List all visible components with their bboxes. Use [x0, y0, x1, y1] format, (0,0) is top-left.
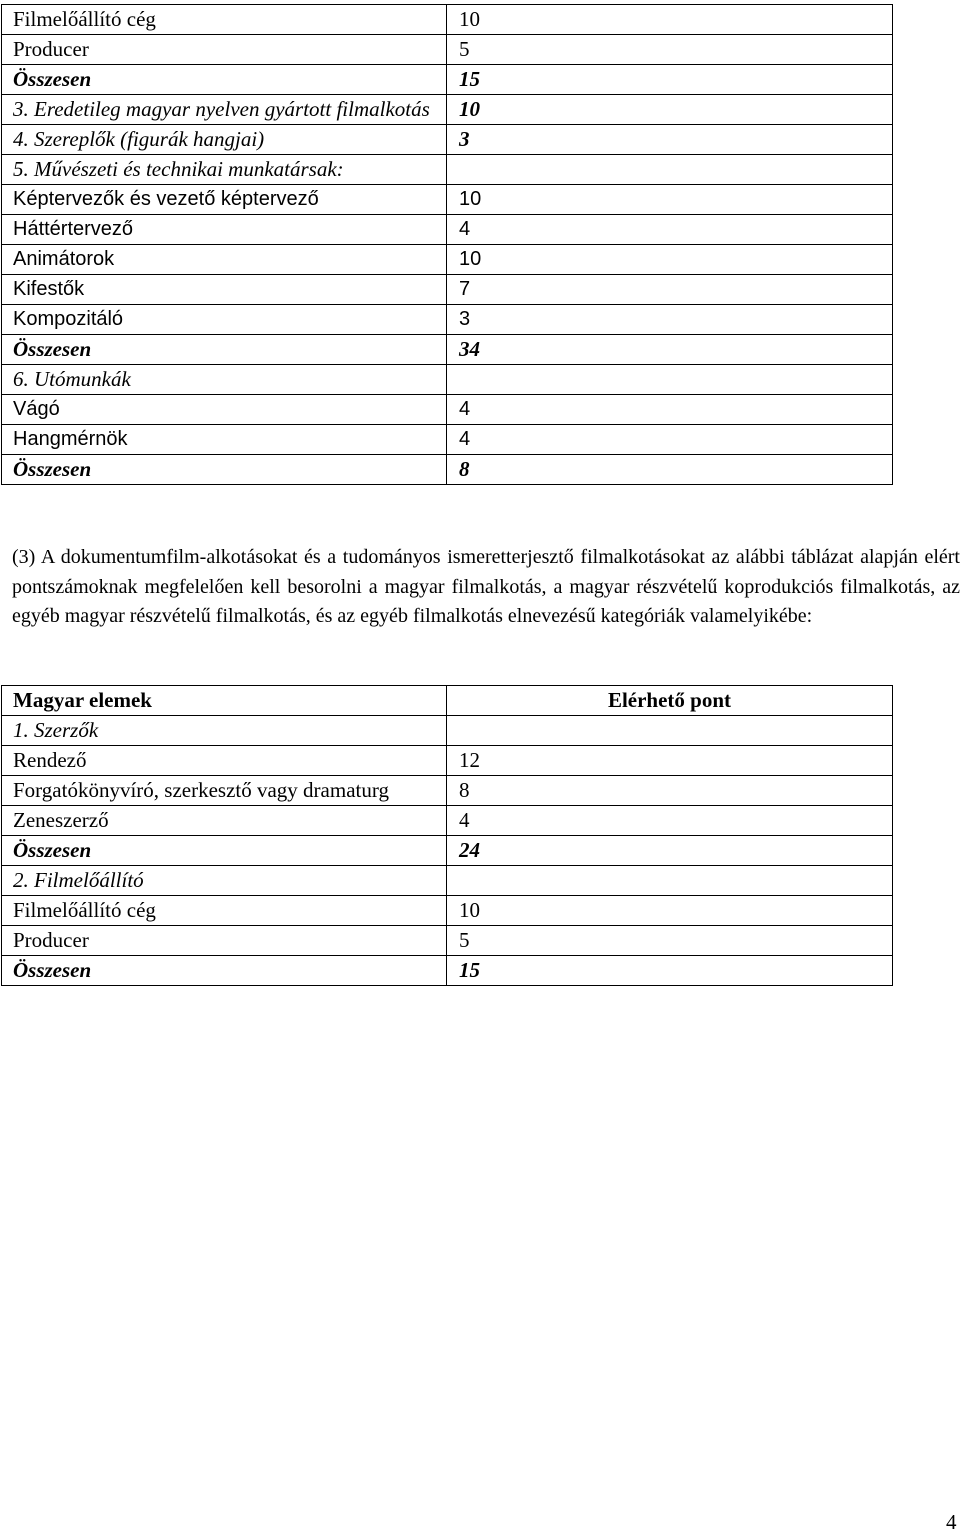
row-label: Kompozitáló [2, 305, 447, 335]
subtotal-value: 34 [447, 335, 893, 365]
row-value [447, 365, 893, 395]
row-label: Vágó [2, 395, 447, 425]
row-label: Kifestők [2, 275, 447, 305]
row-label: Filmelőállító cég [2, 5, 447, 35]
subtotal-value: 8 [447, 455, 893, 485]
table-row [2, 926, 893, 956]
row-value: 10 [447, 896, 893, 926]
row-value [447, 716, 893, 746]
table-row [2, 425, 893, 455]
row-value: 5 [447, 926, 893, 956]
table-row [2, 305, 893, 335]
table-row [2, 866, 893, 896]
row-value: 7 [447, 275, 893, 305]
table-row [2, 35, 893, 65]
subtotal-value: 15 [447, 65, 893, 95]
row-value: 10 [447, 5, 893, 35]
table-row [2, 806, 893, 836]
paragraph-3: (3) A dokumentumfilm-alkotásokat és a tudományos ismeretterjesztő filmalkotásokat az alábbi táblázat alapján elért pontszámoknak megfelelően kell besorolni a magyar filmalkotás, a magyar részvételű koprodukciós filmalkotás, az egyéb magyar részvételű filmalkotás, és az egyéb filmalkotás elnevezésű kategóriák valamelyikébe: [12, 546, 960, 627]
table-row [2, 335, 893, 365]
table-row [2, 95, 893, 125]
row-label: Képtervezők és vezető képtervező [2, 185, 447, 215]
subtotal-label: Összesen [2, 335, 447, 365]
row-label: Producer [2, 926, 447, 956]
row-label: Háttértervező [2, 215, 447, 245]
table-row [2, 275, 893, 305]
section-value: 10 [447, 95, 893, 125]
subtotal-value: 24 [447, 836, 893, 866]
row-value: 4 [447, 425, 893, 455]
row-label: Hangmérnök [2, 425, 447, 455]
page-number: 4 [946, 1510, 957, 1534]
table-row [2, 365, 893, 395]
subtotal-label: Összesen [2, 65, 447, 95]
documentary-points-table [1, 685, 893, 986]
table-row [2, 215, 893, 245]
row-label: Animátorok [2, 245, 447, 275]
table-row [2, 746, 893, 776]
row-value: 5 [447, 35, 893, 65]
table-header-row [2, 686, 893, 716]
row-label: Zeneszerző [2, 806, 447, 836]
table-row [2, 776, 893, 806]
table-row [2, 125, 893, 155]
row-label: Forgatókönyvíró, szerkesztő vagy dramaturg [2, 776, 447, 806]
points-table-continued [1, 4, 893, 485]
row-label: Rendező [2, 746, 447, 776]
table-row [2, 716, 893, 746]
column-header-elements: Magyar elemek [2, 686, 447, 716]
row-value: 3 [447, 305, 893, 335]
table-row [2, 155, 893, 185]
subtotal-label: Összesen [2, 455, 447, 485]
subtotal-label: Összesen [2, 836, 447, 866]
section-heading: 2. Filmelőállító [2, 866, 447, 896]
table-row [2, 185, 893, 215]
column-header-points: Elérhető pont [447, 686, 893, 716]
table-row [2, 836, 893, 866]
row-label: Filmelőállító cég [2, 896, 447, 926]
row-value: 12 [447, 746, 893, 776]
subtotal-value: 15 [447, 956, 893, 986]
table-row [2, 956, 893, 986]
row-value: 4 [447, 215, 893, 245]
section-value: 3 [447, 125, 893, 155]
row-value: 10 [447, 185, 893, 215]
table-row [2, 395, 893, 425]
row-value: 8 [447, 776, 893, 806]
row-value [447, 155, 893, 185]
table-row [2, 245, 893, 275]
table-row [2, 896, 893, 926]
row-value [447, 866, 893, 896]
subtotal-label: Összesen [2, 956, 447, 986]
table-row [2, 5, 893, 35]
row-label: Producer [2, 35, 447, 65]
row-value: 4 [447, 806, 893, 836]
section-heading: 4. Szereplők (figurák hangjai) [2, 125, 447, 155]
section-heading: 6. Utómunkák [2, 365, 447, 395]
row-value: 4 [447, 395, 893, 425]
table-row [2, 455, 893, 485]
section-heading: 1. Szerzők [2, 716, 447, 746]
table-row [2, 65, 893, 95]
section-heading: 3. Eredetileg magyar nyelven gyártott filmalkotás [2, 95, 447, 125]
section-heading: 5. Művészeti és technikai munkatársak: [2, 155, 447, 185]
row-value: 10 [447, 245, 893, 275]
